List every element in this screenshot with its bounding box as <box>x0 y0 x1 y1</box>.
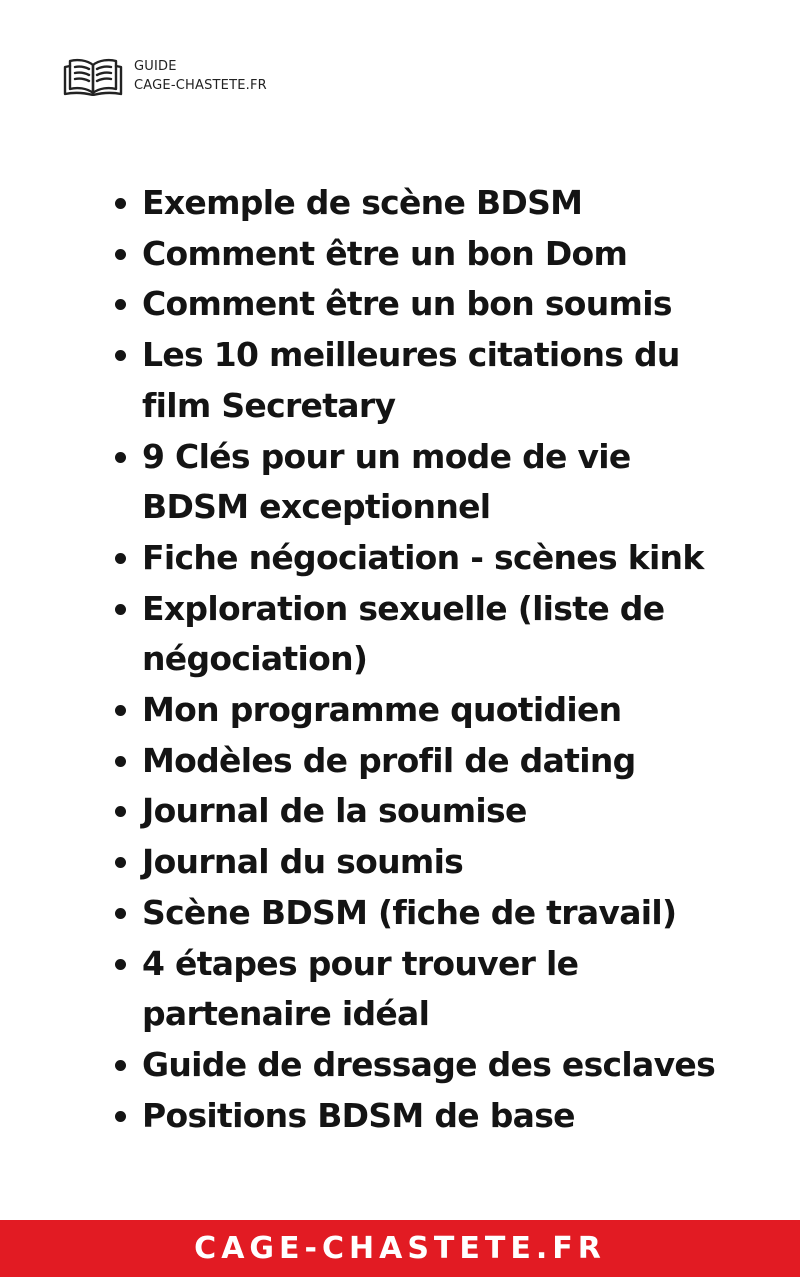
bullet-icon <box>115 452 126 463</box>
list-item-text: Exemple de scène BDSM <box>142 183 583 222</box>
logo-line-guide: GUIDE <box>134 59 177 74</box>
list-item-text: Exploration sexuelle (liste de <box>142 588 665 628</box>
bullet-icon <box>115 553 126 564</box>
list-item[interactable] <box>0 229 800 280</box>
list-item[interactable] <box>0 279 800 330</box>
list-item[interactable] <box>0 786 800 837</box>
list-item-text: Journal de la soumise <box>142 791 527 831</box>
list-item-text: Mon programme quotidien <box>142 690 622 730</box>
bullet-icon <box>115 1060 126 1071</box>
bullet-icon <box>115 705 126 716</box>
list-item-text: Scène BDSM (fiche de travail) <box>142 892 677 932</box>
list-item-text: Journal du soumis <box>142 842 464 882</box>
list-item[interactable] <box>0 837 800 888</box>
list-item-text: négociation) <box>142 639 368 679</box>
list-item-text: 4 étapes pour trouver le <box>142 943 579 983</box>
bullet-icon <box>115 908 126 919</box>
list-item[interactable] <box>0 178 800 229</box>
logo-line-domain: CAGE-CHASTETE.FR <box>134 78 267 93</box>
bullet-icon <box>115 249 126 260</box>
list-item-text: film Secretary <box>142 385 396 425</box>
list-item[interactable] <box>0 432 800 533</box>
list-item-text: Comment être un bon Dom <box>142 233 628 273</box>
bullet-icon <box>115 350 126 361</box>
article-list <box>0 178 800 1141</box>
bullet-icon <box>115 1111 126 1122</box>
list-item[interactable] <box>0 330 800 431</box>
list-item-text: 9 Clés pour un mode de vie <box>142 436 631 476</box>
list-item-text: Fiche négociation - scènes kink <box>142 537 704 577</box>
open-book-icon <box>62 56 124 96</box>
list-item-text: partenaire idéal <box>142 994 430 1034</box>
bullet-icon <box>115 756 126 767</box>
list-item-text: Modèles de profil de dating <box>142 740 636 780</box>
bullet-icon <box>115 299 126 310</box>
list-item[interactable] <box>0 736 800 787</box>
bullet-icon <box>115 604 126 615</box>
list-item-text: Les 10 meilleures citations du <box>142 335 680 375</box>
bullet-icon <box>115 806 126 817</box>
logo-text <box>134 57 267 95</box>
list-item[interactable] <box>0 888 800 939</box>
site-logo[interactable] <box>62 56 267 96</box>
list-item-text: Guide de dressage des esclaves <box>142 1044 716 1084</box>
footer-domain: CAGE-CHASTETE.FR <box>194 1231 606 1266</box>
list-item-text: BDSM exceptionnel <box>142 487 491 527</box>
list-item-text: Comment être un bon soumis <box>142 284 672 324</box>
bullet-icon <box>115 857 126 868</box>
footer-banner[interactable] <box>0 1220 800 1277</box>
list-item[interactable] <box>0 1040 800 1091</box>
bullet-icon <box>115 959 126 970</box>
list-item[interactable] <box>0 939 800 1040</box>
list-item[interactable] <box>0 584 800 685</box>
list-item[interactable] <box>0 533 800 584</box>
list-item-text: Positions BDSM de base <box>142 1095 575 1135</box>
list-item[interactable] <box>0 685 800 736</box>
bullet-icon <box>115 198 126 209</box>
list-item[interactable] <box>0 1091 800 1142</box>
